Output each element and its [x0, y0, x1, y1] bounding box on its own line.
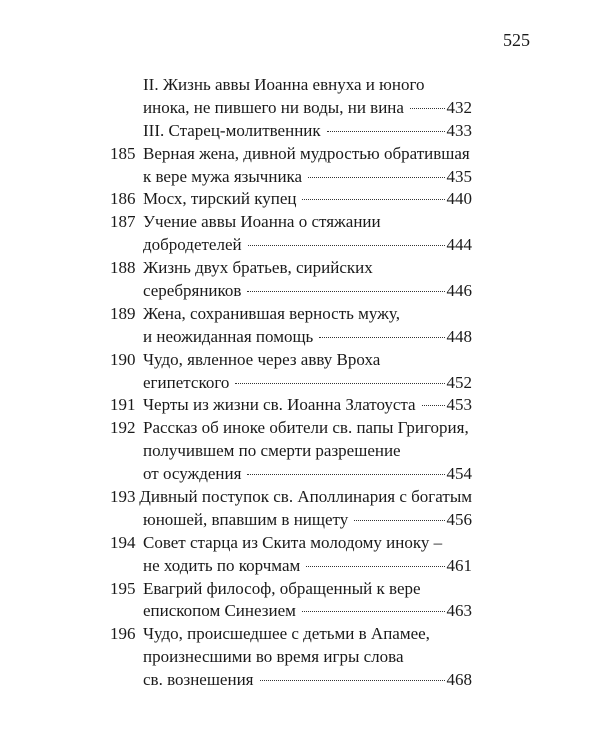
- toc-line: [110, 486, 472, 509]
- entry-title-line: инока, не пившего ни воды, ни вина: [143, 97, 404, 117]
- entry-page: 448: [446, 326, 472, 346]
- entry-title-line: Мосх, тирский купец: [143, 189, 297, 209]
- dot-leader: [354, 520, 444, 521]
- toc-line: [110, 578, 472, 601]
- toc-line: [110, 440, 472, 463]
- toc-line: [110, 120, 472, 143]
- entry-title-line: Совет старца из Скита молодому иноку –: [143, 532, 443, 552]
- entry-title-line: Чудо, происшедшее с детьми в Апамее,: [143, 624, 430, 644]
- entry-page: 433: [446, 120, 472, 140]
- toc-entry[interactable]: [110, 257, 472, 303]
- toc-entry[interactable]: [110, 349, 472, 395]
- dot-leader: [319, 337, 444, 338]
- entry-title-line: Верная жена, дивной мудростью обратившая: [143, 143, 470, 163]
- entry-page: 456: [446, 509, 472, 529]
- toc-line: [110, 74, 472, 97]
- entry-page: 468: [446, 670, 472, 690]
- entry-number: 194: [110, 532, 136, 552]
- toc-line: [110, 234, 472, 257]
- toc-line: [110, 372, 472, 395]
- entry-number: 186: [110, 189, 136, 209]
- toc-entry[interactable]: [110, 417, 472, 486]
- entry-page: 454: [446, 464, 472, 484]
- toc-subentry[interactable]: [110, 120, 472, 143]
- entry-number: 185: [110, 143, 136, 163]
- toc-entry[interactable]: [110, 578, 472, 624]
- entry-page: 444: [446, 235, 472, 255]
- toc-entry[interactable]: [110, 623, 472, 692]
- dot-leader: [302, 611, 445, 612]
- toc-line: [110, 417, 472, 440]
- toc-line: [110, 97, 472, 120]
- entry-number: 195: [110, 578, 136, 598]
- entry-number: 188: [110, 258, 136, 278]
- toc-line: [110, 463, 472, 486]
- entry-title-line: II. Жизнь аввы Иоанна евнуха и юного: [143, 75, 425, 94]
- toc-entry[interactable]: [110, 188, 472, 211]
- entry-title-line: не ходить по корчмам: [143, 555, 301, 575]
- toc-line: [110, 143, 472, 166]
- entry-title-line: Дивный поступок св. Аполлинария с богатым: [139, 487, 472, 507]
- toc-line: [110, 669, 472, 692]
- entry-page: 452: [446, 372, 472, 392]
- dot-leader: [302, 199, 444, 200]
- dot-leader: [235, 383, 444, 384]
- dot-leader: [327, 131, 445, 132]
- entry-title-line: юношей, впавшим в нищету: [143, 509, 349, 529]
- toc-entry[interactable]: [110, 486, 472, 532]
- toc-line: [110, 166, 472, 189]
- entry-title-line: Евагрий философ, обращенный к вере: [143, 578, 421, 598]
- entry-number: 189: [110, 303, 136, 323]
- entry-page: 440: [446, 189, 472, 209]
- entry-title-line: добродетелей: [143, 235, 242, 255]
- toc-entry[interactable]: [110, 143, 472, 189]
- entry-page: 461: [446, 555, 472, 575]
- entry-title-line: получившем по смерти разрешение: [143, 441, 401, 461]
- entry-title-line: серебряников: [143, 281, 242, 301]
- toc-line: [110, 600, 472, 623]
- entry-title-line: Черты из жизни св. Иоанна Златоуста: [143, 395, 416, 415]
- entry-title-line: египетского: [143, 372, 230, 392]
- toc-line: [110, 646, 472, 669]
- entry-page: 463: [446, 601, 472, 621]
- toc-line: [110, 280, 472, 303]
- entry-title-line: Жизнь двух братьев, сирийских: [143, 258, 373, 278]
- entry-number: 192: [110, 418, 136, 438]
- entry-page: 435: [446, 166, 472, 186]
- entry-number: 193: [110, 487, 136, 507]
- entry-title-line: Учение аввы Иоанна о стяжании: [143, 212, 381, 232]
- toc-line: [110, 188, 472, 211]
- entry-title-line: епископом Синезием: [143, 601, 296, 621]
- dot-leader: [422, 405, 445, 406]
- dot-leader: [306, 566, 444, 567]
- toc-line: [110, 509, 472, 532]
- dot-leader: [247, 474, 444, 475]
- dot-leader: [247, 291, 444, 292]
- dot-leader: [248, 245, 445, 246]
- toc-line: [110, 257, 472, 280]
- dot-leader: [308, 177, 444, 178]
- entry-title-line: от осуждения: [143, 464, 242, 484]
- toc-line: [110, 303, 472, 326]
- table-of-contents: [110, 74, 472, 692]
- toc-line: [110, 394, 472, 417]
- toc-line: [110, 211, 472, 234]
- entry-title-line: св. вознешения: [143, 670, 254, 690]
- toc-line: [110, 555, 472, 578]
- toc-line: [110, 326, 472, 349]
- entry-number: 196: [110, 624, 136, 644]
- toc-entry[interactable]: [110, 394, 472, 417]
- entry-title-line: произнесшими во время игры слова: [143, 647, 404, 667]
- entry-page: 453: [446, 395, 472, 415]
- dot-leader: [260, 680, 445, 681]
- entry-title-line: к вере мужа язычника: [143, 166, 303, 186]
- toc-line: [110, 349, 472, 372]
- toc-subentry[interactable]: [110, 74, 472, 120]
- toc-entry[interactable]: [110, 532, 472, 578]
- toc-line: [110, 623, 472, 646]
- toc-line: [110, 532, 472, 555]
- toc-entry[interactable]: [110, 303, 472, 349]
- page-number: 525: [503, 30, 530, 50]
- entry-number: 187: [110, 212, 136, 232]
- entry-title-line: и неожиданная помощь: [143, 326, 314, 346]
- toc-entry[interactable]: [110, 211, 472, 257]
- entry-page: 446: [446, 281, 472, 301]
- entry-title-line: Рассказ об иноке обители св. папы Григория,: [143, 418, 469, 438]
- entry-page: 432: [446, 97, 472, 117]
- entry-number: 190: [110, 349, 136, 369]
- entry-number: 191: [110, 395, 136, 415]
- entry-title-line: Жена, сохранившая верность мужу,: [143, 303, 400, 323]
- dot-leader: [410, 108, 445, 109]
- entry-title-line: III. Старец-молитвенник: [143, 120, 321, 140]
- entry-title-line: Чудо, явленное через авву Вроха: [143, 349, 381, 369]
